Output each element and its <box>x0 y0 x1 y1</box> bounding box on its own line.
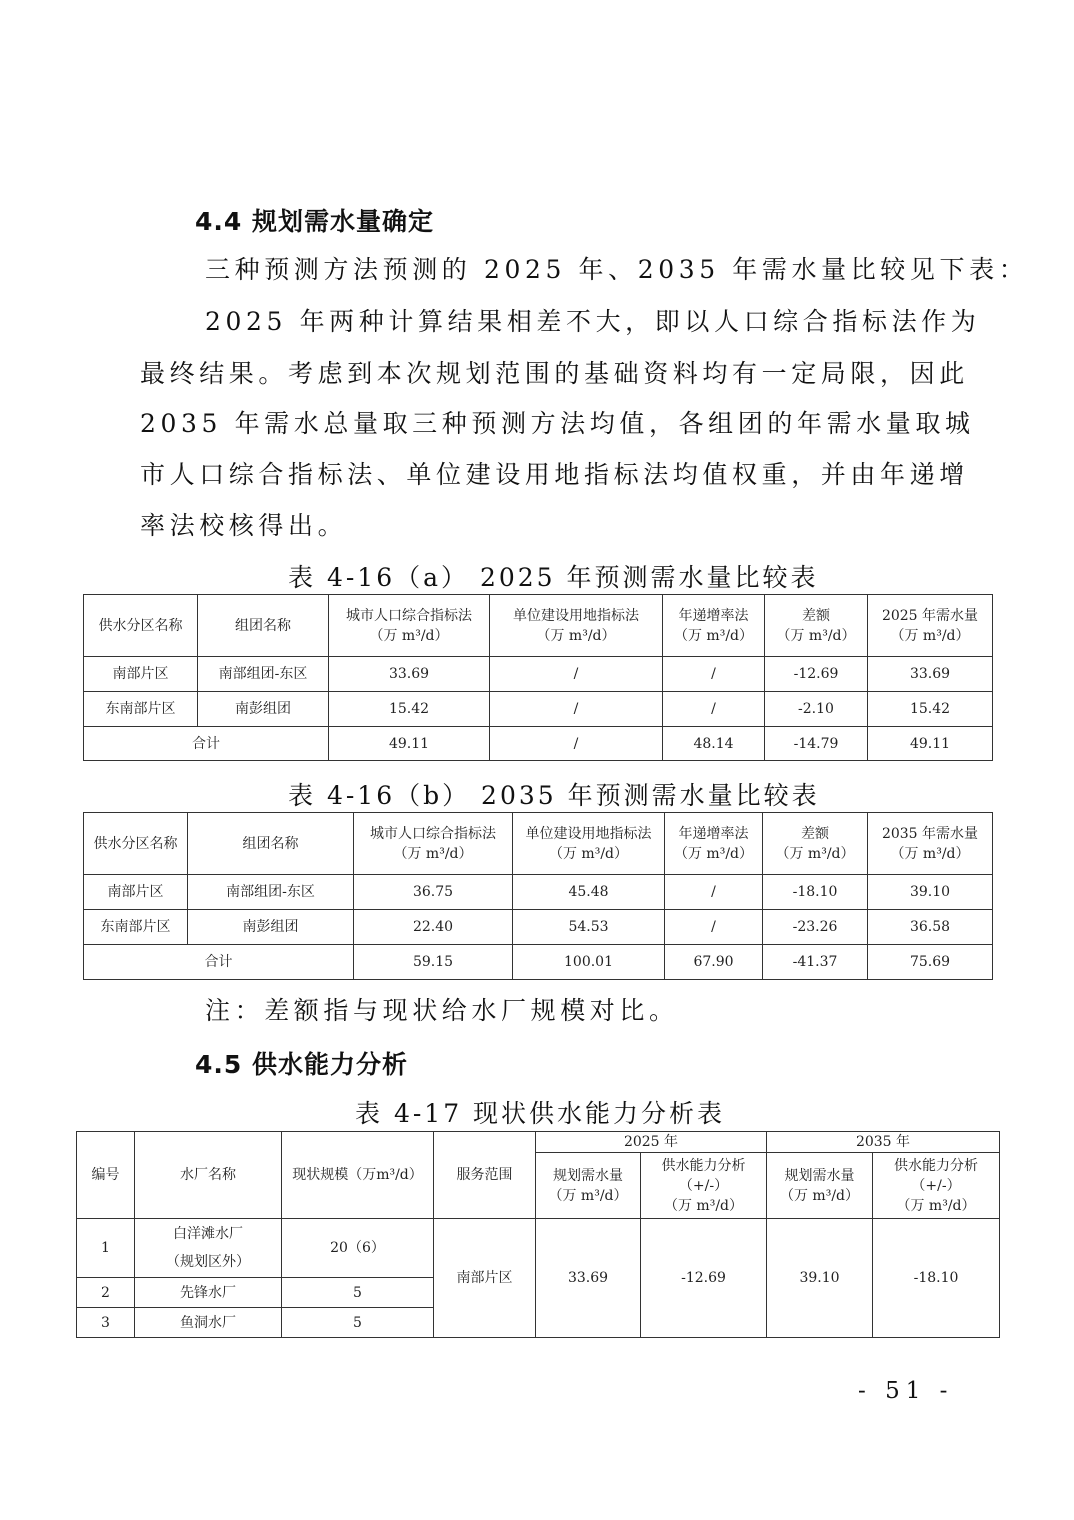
header-rate-method: 年递增率法 （万 m³/d） <box>663 595 765 657</box>
header-plant: 水厂名称 <box>135 1132 282 1219</box>
table-total-row: 合计 49.11 / 48.14 -14.79 49.11 <box>84 727 993 761</box>
header-demand: 2035 年需水量 （万 m³/d） <box>868 813 993 875</box>
header-land-method: 单位建设用地指标法 （万 m³/d） <box>490 595 663 657</box>
header-rate-method: 年递增率法 （万 m³/d） <box>665 813 763 875</box>
header-group: 组团名称 <box>188 813 354 875</box>
paragraph-intro: 三种预测方法预测的 2025 年、2035 年需水量比较见下表： <box>205 255 1029 284</box>
table-a-header-row <box>84 595 993 657</box>
header-demand: 2025 年需水量 （万 m³/d） <box>868 595 993 657</box>
table-row: 东南部片区 南彭组团 22.40 54.53 / -23.26 36.58 <box>84 910 993 945</box>
header-diff: 差额 （万 m³/d） <box>763 813 868 875</box>
header-year-2025: 2025 年 <box>536 1132 767 1153</box>
paragraph-line-3: 2035 年需水总量取三种预测方法均值，各组团的年需水量取城 <box>140 409 975 438</box>
header-area: 服务范围 <box>434 1132 536 1219</box>
page-number: - 51 - <box>858 1378 954 1404</box>
table-a <box>83 594 993 761</box>
header-no: 编号 <box>77 1132 135 1219</box>
table-c <box>76 1131 1000 1338</box>
paragraph-line-4: 市人口综合指标法、单位建设用地指标法均值权重，并由年递增 <box>140 460 969 489</box>
header-pop-method: 城市人口综合指标法 （万 m³/d） <box>329 595 490 657</box>
table-b <box>83 812 993 980</box>
header-zone: 供水分区名称 <box>84 813 188 875</box>
table-row: 南部片区 南部组团-东区 33.69 / / -12.69 33.69 <box>84 657 993 692</box>
header-land-method: 单位建设用地指标法 （万 m³/d） <box>513 813 665 875</box>
header-pop-method: 城市人口综合指标法 （万 m³/d） <box>354 813 513 875</box>
header-demand-2035: 规划需水量 （万 m³/d） <box>767 1153 873 1219</box>
table-b-caption: 表 4-16（b） 2035 年预测需水量比较表 <box>288 781 820 810</box>
table-note: 注：差额指与现状给水厂规模对比。 <box>205 996 679 1025</box>
table-row: 南部片区 南部组团-东区 36.75 45.48 / -18.10 39.10 <box>84 875 993 910</box>
paragraph-line-5: 率法校核得出。 <box>140 511 348 540</box>
table-row: 3 鱼洞水厂 5 <box>77 1308 1000 1338</box>
table-c-header-row-1 <box>77 1132 1000 1153</box>
section-4-4-heading: 4.4 规划需水量确定 <box>195 207 434 236</box>
paragraph-line-2: 最终结果。考虑到本次规划范围的基础资料均有一定局限，因此 <box>140 359 969 388</box>
section-4-5-heading: 4.5 供水能力分析 <box>195 1050 408 1079</box>
header-zone: 供水分区名称 <box>84 595 198 657</box>
header-demand-2025: 规划需水量 （万 m³/d） <box>536 1153 641 1219</box>
table-c-caption: 表 4-17 现状供水能力分析表 <box>355 1099 726 1128</box>
header-capacity-2025: 供水能力分析 （+/-） （万 m³/d） <box>641 1153 767 1219</box>
header-capacity-2035: 供水能力分析 （+/-） （万 m³/d） <box>873 1153 1000 1219</box>
table-a-caption: 表 4-16（a） 2025 年预测需水量比较表 <box>288 563 819 592</box>
header-diff: 差额 （万 m³/d） <box>765 595 868 657</box>
table-row: 1 白洋滩水厂 （规划区外） 20（6） 南部片区 33.69 -12.69 39.10 -18.10 <box>77 1219 1000 1278</box>
header-year-2035: 2035 年 <box>767 1132 1000 1153</box>
table-total-row: 合计 59.15 100.01 67.90 -41.37 75.69 <box>84 945 993 980</box>
merged-area: 南部片区 <box>434 1219 536 1338</box>
table-row: 2 先锋水厂 5 <box>77 1278 1000 1308</box>
table-b-header-row <box>84 813 993 875</box>
paragraph-line-1: 2025 年两种计算结果相差不大，即以人口综合指标法作为 <box>205 307 981 336</box>
table-row: 东南部片区 南彭组团 15.42 / / -2.10 15.42 <box>84 692 993 727</box>
header-scale: 现状规模（万m³/d） <box>282 1132 434 1219</box>
header-group: 组团名称 <box>198 595 329 657</box>
